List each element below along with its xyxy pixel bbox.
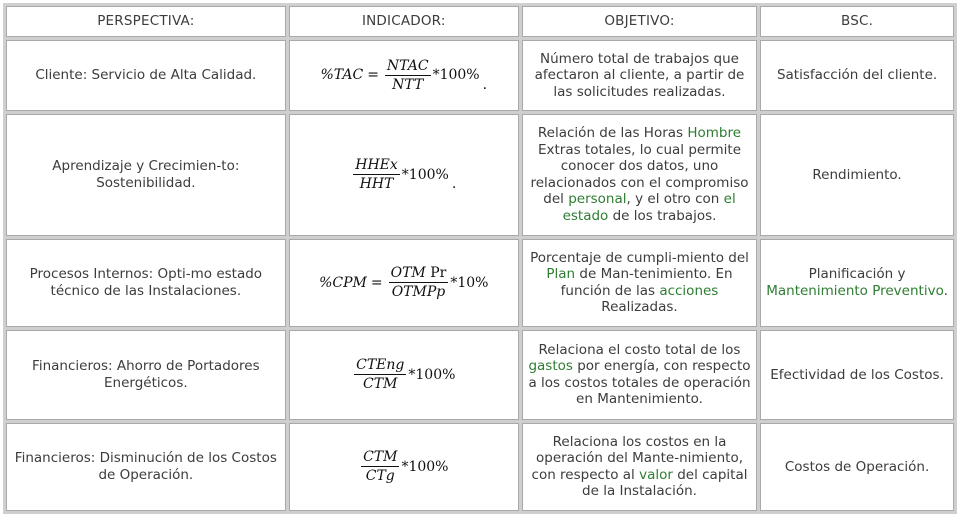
bsc-link[interactable]: Mantenimiento Preventivo: [766, 282, 944, 299]
formula-fraction: [353, 157, 400, 193]
formula-denominator: NTT: [392, 77, 424, 94]
bsc-cell: [760, 330, 954, 419]
formula-numerator: CTM: [361, 449, 399, 468]
objetivo-text: Relaciona el costo total de los: [538, 341, 741, 358]
bsc-text: Planificación y: [808, 266, 906, 283]
formula-trail: .: [451, 176, 457, 193]
formula-numerator: NTAC: [385, 58, 431, 77]
header-indicador: INDICADOR:: [289, 6, 519, 37]
indicador-cell: [289, 40, 519, 111]
header-objetivo: OBJETIVO:: [522, 6, 757, 37]
bsc-text: .: [943, 282, 948, 299]
formula-factor: *10%: [450, 274, 489, 291]
indicador-cell: [289, 423, 519, 511]
perspectiva-cell: Cliente: Servicio de Alta Calidad.: [6, 40, 286, 111]
formula-numerator: HHEx: [353, 157, 400, 176]
formula-fraction: [361, 449, 399, 485]
objetivo-text: Realizadas.: [601, 299, 678, 316]
objetivo-link[interactable]: valor: [639, 466, 673, 483]
objetivo-link[interactable]: Plan: [546, 266, 576, 283]
bsc-indicator-table: [3, 3, 957, 514]
formula: [351, 157, 456, 193]
objetivo-text: de los trabajos.: [608, 207, 717, 224]
objetivo-cell: [522, 423, 757, 511]
objetivo-link[interactable]: acciones: [659, 282, 719, 299]
bsc-cell: [760, 114, 954, 236]
objetivo-cell: [522, 114, 757, 236]
formula-equals: =: [370, 274, 383, 291]
objetivo-link[interactable]: Hombre: [687, 125, 742, 142]
objetivo-text: de Man-tenimiento. En función de las: [560, 266, 733, 299]
indicador-cell: [289, 239, 519, 327]
formula-equals: =: [367, 67, 379, 84]
formula: [352, 357, 455, 393]
objetivo-link[interactable]: el estado: [562, 191, 736, 224]
objetivo-text: por energía, con respecto a los costos totales de operación en Mantenimiento.: [528, 358, 751, 408]
formula: [320, 58, 487, 94]
formula-numerator-main: OTM: [390, 264, 426, 281]
bsc-cell: [760, 423, 954, 511]
formula-numerator: [389, 265, 449, 284]
bsc-cell: [760, 239, 954, 327]
formula-lhs: %TAC: [320, 67, 364, 84]
formula-fraction: [354, 357, 406, 393]
table-row: [6, 423, 954, 511]
bsc-text: Satisfacción del cliente.: [776, 67, 938, 84]
bsc-text: Rendimiento.: [812, 166, 902, 183]
objetivo-cell: [522, 40, 757, 111]
objetivo-text: , y el otro con: [626, 191, 724, 208]
indicador-cell: [289, 114, 519, 236]
header-perspectiva: PERSPECTIVA:: [6, 6, 286, 37]
header-row: [6, 6, 954, 37]
objetivo-cell: [522, 239, 757, 327]
table-row: [6, 239, 954, 327]
objetivo-text: Número total de trabajos que afectaron al cliente, a partir de las solicitudes realizadas.: [534, 50, 745, 100]
perspectiva-cell: Aprendizaje y Crecimien-to: Sostenibilidad.: [6, 114, 286, 236]
objetivo-text: Relaciona los costos en la operación del Mante-nimiento, con respecto al: [531, 433, 743, 483]
bsc-text: Efectividad de los Costos.: [770, 366, 944, 383]
formula: [319, 265, 488, 301]
formula-numerator: CTEng: [354, 357, 406, 376]
objetivo-text: Porcentaje de cumpli-miento del: [530, 249, 749, 266]
perspectiva-cell: Procesos Internos: Opti-mo estado técnico de las Instalaciones.: [6, 239, 286, 327]
bsc-text: Costos de Operación.: [784, 458, 930, 475]
table-row: [6, 330, 954, 419]
formula-numerator-suffix: Pr: [430, 264, 447, 281]
formula-denominator: HHT: [359, 176, 394, 193]
objetivo-text: Relación de las Horas: [537, 125, 688, 142]
formula-factor: *100%: [408, 366, 456, 383]
table-row: [6, 114, 954, 236]
bsc-cell: [760, 40, 954, 111]
perspectiva-cell: Financieros: Disminución de los Costos de Operación.: [6, 423, 286, 511]
objetivo-text: del capital de la Instalación.: [582, 466, 748, 500]
formula-lhs: %CPM: [319, 274, 367, 291]
formula-factor: *100%: [432, 67, 480, 84]
perspectiva-cell: Financieros: Ahorro de Portadores Energéticos.: [6, 330, 286, 419]
objetivo-cell: [522, 330, 757, 419]
formula-fraction: [389, 265, 449, 301]
formula-denominator: CTM: [363, 376, 398, 393]
header-bsc: BSC.: [760, 6, 954, 37]
formula-denominator: OTMPp: [391, 284, 446, 301]
formula: [359, 449, 448, 485]
formula-factor: *100%: [401, 458, 449, 475]
formula-denominator: CTg: [365, 468, 395, 485]
table-row: [6, 40, 954, 111]
formula-fraction: [385, 58, 431, 94]
indicador-cell: [289, 330, 519, 419]
objetivo-link[interactable]: gastos: [528, 358, 573, 375]
objetivo-link[interactable]: personal: [568, 191, 627, 208]
formula-factor: *100%: [401, 166, 449, 183]
objetivo-text: Extras totales, lo cual permite conocer dos datos, uno relacionados con el compromiso del: [530, 141, 749, 208]
formula-trail: .: [482, 77, 488, 94]
